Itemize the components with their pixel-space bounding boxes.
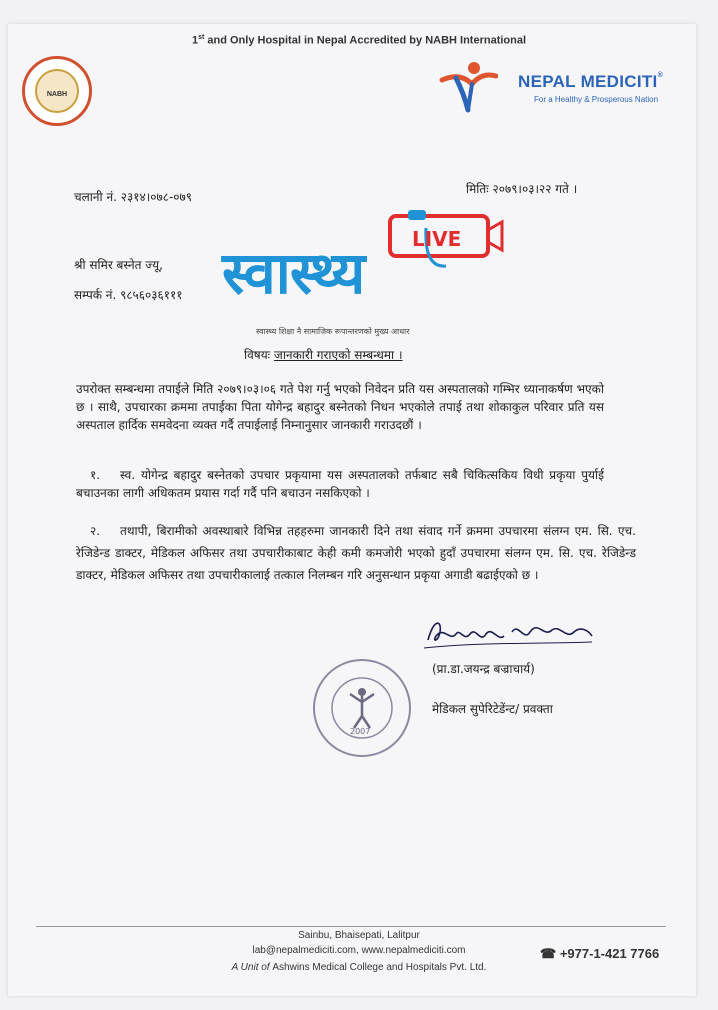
mediciti-logo-icon [438, 58, 498, 114]
phone-icon: ☎ [540, 946, 557, 961]
subject-line: विषयः जानकारी गराएको सम्बन्धमा । [244, 348, 403, 362]
letter-page [8, 24, 696, 996]
brand-name: NEPAL MEDICITI® [518, 72, 664, 91]
nabh-label: NABH [46, 91, 68, 98]
recipient-contact: सम्पर्क नं. ९८५६०३६१११ [74, 288, 183, 302]
nabh-logo [22, 56, 92, 126]
paragraph-intro: उपरोक्त सम्बन्धमा तपाईले मिति २०७९।०३।०६ गते पेश गर्नु भएको निवेदन प्रति यस अस्पतालको गम्भिर ध्यानाकर्षण भएको छ । साथै, उपचारका क्रममा तपाईका पिता योगेन्द्र बहादुर बस्नेतको निधन भएकोले तपाई तथा शोकाकुल परिवार प्रति यस अस्पताल हार्दिक समवेदना व्यक्त गर्दै तपाईलाई निम्नानुसार जानकारी गराउदछौं । [76, 382, 604, 432]
hospital-stamp [310, 656, 414, 760]
recipient-name: श्री समिर बस्नेत ज्यू, [74, 258, 163, 272]
footer-phone: ☎ +977-1-421 7766 [540, 946, 660, 961]
reference-number: चलानी नं. २३१४।०७८-०७९ [74, 190, 193, 204]
footer-divider [36, 926, 666, 927]
signatory-title: मेडिकल सुपेरिटेडेंन्ट/ प्रवक्ता [432, 702, 553, 716]
signatory-name: (प्रा.डा.जयन्द्र बज्राचार्य) [432, 662, 535, 676]
list-item-2: २. तथापी, बिरामीको अवस्थाबारे विभिन्न तहहरुमा जानकारी दिने तथा संवाद गर्ने क्रममा उपचारमा संलग्न एम. सि. एच. रेजिडेन्ड डाक्टर, मेडिकल अफिसर तथा उपचारीकाबाट केही कमी कमजोरी भएको हुदाँ उपचारमा संलग्न एम. सि. एच. रेजिडेन्ड डाक्टर, मेडिकल अफिसर तथा उपचारीकालाई तत्काल निलम्बन गरि अनुसन्धान प्रकृया अगाडी बढाईएको छ । [76, 524, 636, 582]
signature [420, 612, 596, 652]
list-item-1: १. स्व. योगेन्द्र बहादुर बस्नेतको उपचार प्रकृयामा यस अस्पतालको तर्फबाट सबै चिकित्सकिय विधी प्रकृया पुर्याई बचाउनका लागी अधिकतम प्रयास गर्दा गर्दै पनि बचाउन नसकिएको । [76, 468, 604, 500]
footer-unit: A Unit of Ashwins Medical College and Hospitals Pvt. Ltd. [231, 962, 487, 973]
footer-address: Sainbu, Bhaisepati, Lalitpur [298, 930, 420, 941]
letter-date: मितिः २०७९।०३।२२ गते । [466, 182, 578, 196]
watermark-title: स्वास्थ्य [222, 239, 365, 307]
watermark-tagline: स्वास्थ्य शिक्षा नै सामाजिक रूपान्तरणको मुख्य आधार [256, 327, 410, 336]
footer-contact: lab@nepalmediciti.com, www.nepalmediciti.com [252, 945, 466, 956]
live-tv-icon [386, 208, 506, 278]
live-label: LIVE [412, 227, 462, 251]
stamp-year: 2007 [350, 727, 371, 736]
accreditation-line: 1st and Only Hospital in Nepal Accredited by NABH International [191, 34, 527, 47]
brand-tagline: For a Healthy & Prosperous Nation [534, 95, 659, 104]
